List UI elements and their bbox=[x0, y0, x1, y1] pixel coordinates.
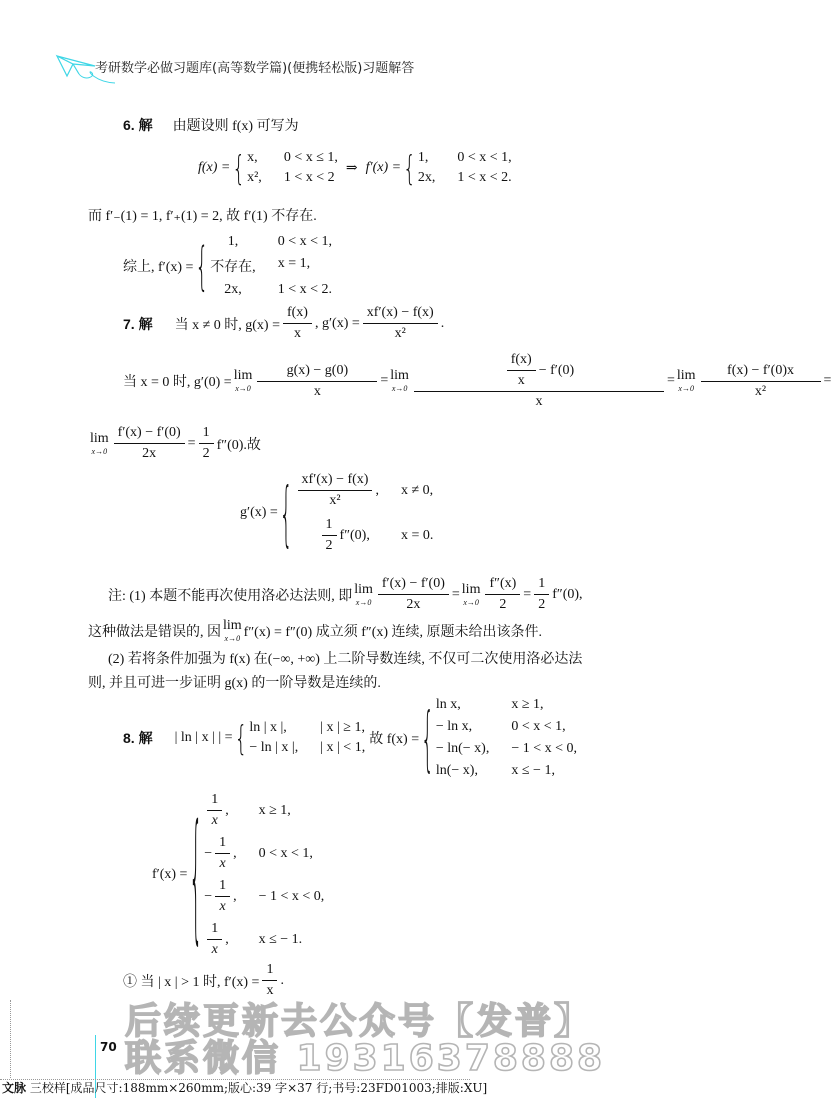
denominator: x² bbox=[394, 326, 406, 341]
numerator: 1 bbox=[207, 792, 222, 811]
case-cond: 1 < x < 2. bbox=[277, 282, 332, 297]
limit bbox=[223, 619, 242, 643]
fraction bbox=[199, 425, 214, 462]
fraction bbox=[363, 305, 438, 342]
fraction bbox=[378, 576, 449, 613]
case-cond: | x | < 1, bbox=[320, 740, 366, 755]
problem-label: 6. 解 bbox=[123, 117, 153, 133]
numerator-rest: − f′(0) bbox=[538, 362, 575, 378]
fraction bbox=[114, 425, 185, 462]
case-expr: 2x, bbox=[417, 170, 436, 185]
case-expr bbox=[295, 472, 379, 509]
numerator: 1 bbox=[262, 962, 277, 981]
brace-icon: { bbox=[234, 717, 248, 759]
case-expr: ln | x |, bbox=[249, 720, 287, 735]
numerator bbox=[414, 352, 664, 392]
denominator: x² bbox=[329, 493, 341, 508]
lim-text: lim bbox=[676, 368, 696, 383]
comma: , bbox=[375, 482, 379, 498]
denominator: x bbox=[313, 383, 321, 399]
case-cond: − 1 < x < 0, bbox=[258, 888, 325, 904]
denominator: 2 bbox=[202, 446, 210, 461]
equals: = bbox=[187, 435, 196, 451]
case-cond: 0 < x < 1, bbox=[511, 719, 566, 734]
case-cond: x ≥ 1, bbox=[258, 802, 291, 818]
abs-cases bbox=[249, 720, 365, 756]
lim-text: lim bbox=[354, 581, 373, 597]
limit bbox=[90, 432, 109, 456]
equals: = bbox=[380, 373, 389, 388]
fraction bbox=[215, 878, 230, 915]
case-expr: x, bbox=[247, 150, 258, 165]
problem-8-line1 bbox=[123, 697, 577, 779]
lim-text: lim bbox=[390, 368, 409, 383]
lim-sub: x→0 bbox=[391, 384, 408, 393]
note-p2-line1: (2) 若将条件加强为 f(x) 在(−∞, +∞) 上二阶导数连续, 不仅可二次使用洛必达法 bbox=[108, 652, 583, 667]
brace-icon: { bbox=[421, 696, 434, 780]
gp-lhs: g′(x) = bbox=[240, 505, 278, 520]
summary-cases bbox=[210, 234, 332, 298]
lim-sub: x→0 bbox=[224, 634, 241, 643]
denominator: x bbox=[266, 983, 274, 998]
tail-text: f″(0).故 bbox=[216, 437, 261, 453]
denominator: x² bbox=[754, 383, 767, 399]
fraction bbox=[262, 962, 277, 999]
equals: = bbox=[823, 373, 831, 388]
brace-icon: { bbox=[189, 791, 203, 959]
case-cond: − 1 < x < 0, bbox=[511, 741, 578, 756]
limit bbox=[354, 583, 373, 607]
denominator: x bbox=[293, 326, 301, 341]
denominator: x bbox=[535, 394, 543, 409]
case-expr: 1, bbox=[417, 150, 429, 165]
note-line1 bbox=[108, 576, 583, 613]
cond-text: 当 x ≠ 0 时, g(x) = bbox=[174, 317, 280, 333]
denominator: x bbox=[211, 942, 218, 957]
tail-text: f″(0), bbox=[552, 586, 583, 602]
fraction bbox=[215, 835, 230, 872]
numerator: f″(x) bbox=[485, 576, 520, 595]
comma: , bbox=[233, 888, 237, 904]
numerator: xf′(x) − f(x) bbox=[298, 472, 373, 491]
inner-fraction bbox=[507, 352, 536, 389]
denominator: 2 bbox=[538, 597, 546, 612]
equals: = bbox=[523, 586, 532, 602]
so-text: 故 f(x) = bbox=[369, 732, 420, 747]
limit bbox=[462, 583, 481, 607]
case-cond: | x | ≥ 1, bbox=[320, 720, 365, 735]
numerator: f(x) − f′(0)x bbox=[701, 363, 821, 382]
abs-lhs: | ln | x | | = bbox=[174, 730, 233, 745]
crop-mark bbox=[0, 1079, 470, 1080]
numerator: 1 bbox=[215, 878, 230, 897]
case-expr-tail: f″(0), bbox=[339, 527, 370, 543]
case-cond: x ≠ 0, bbox=[400, 482, 434, 498]
item-1 bbox=[123, 962, 284, 999]
lim-text: lim bbox=[90, 430, 109, 446]
denominator: 2x bbox=[142, 446, 157, 461]
fraction bbox=[534, 576, 549, 613]
lim-text: lim bbox=[223, 618, 242, 633]
case-expr: − ln | x |, bbox=[249, 740, 299, 755]
numerator: g(x) − g(0) bbox=[257, 363, 377, 382]
numerator: f′(x) − f′(0) bbox=[114, 425, 185, 444]
denominator: 2x bbox=[406, 597, 421, 612]
denominator: 2 bbox=[499, 597, 507, 612]
case-expr: 1, bbox=[227, 234, 239, 249]
footer bbox=[2, 1081, 487, 1096]
case-cond: x = 0. bbox=[400, 527, 434, 543]
fraction bbox=[257, 363, 377, 400]
case-expr bbox=[295, 517, 379, 554]
case-expr: 2x, bbox=[224, 282, 242, 297]
brace-icon: { bbox=[279, 471, 293, 555]
lim-sub: x→0 bbox=[91, 446, 108, 456]
case-cond: 1 < x < 2 bbox=[283, 170, 335, 185]
case-expr: x², bbox=[247, 170, 262, 185]
summary-piecewise bbox=[123, 234, 332, 298]
case-expr: − ln x, bbox=[435, 719, 473, 734]
case-cond: 0 < x < 1, bbox=[277, 234, 332, 249]
f-lhs: f(x) = bbox=[198, 160, 231, 175]
fraction bbox=[414, 352, 664, 410]
case-expr bbox=[204, 792, 236, 829]
fp-lhs: f′(x) = bbox=[365, 160, 402, 175]
watermark-line1: 后续更新去公众号【发普】 bbox=[125, 1001, 594, 1042]
numerator: f′(x) − f′(0) bbox=[378, 576, 449, 595]
separator: , g′(x) = bbox=[314, 315, 360, 331]
footer-brand: 文脉 bbox=[2, 1081, 27, 1095]
note-text: f″(x) = f″(0) 成立须 f″(x) 连续, 原题未给出该条件. bbox=[243, 625, 543, 640]
numerator: f(x) bbox=[507, 352, 536, 371]
note-text: 注: (1) 本题不能再次使用洛必达法则, 即 bbox=[108, 588, 353, 604]
problem-7-line2 bbox=[123, 352, 831, 410]
case-expr bbox=[204, 921, 236, 958]
footer-info: 三校样[成品尺寸:188mm×260mm;版心:39 字×37 行;书号:23FD01003;排版:XU] bbox=[29, 1081, 488, 1095]
case-cond: x = 1, bbox=[277, 256, 311, 271]
limit bbox=[677, 369, 696, 393]
crop-mark bbox=[10, 1000, 11, 1078]
case-expr: ln(− x), bbox=[435, 763, 478, 778]
period: . bbox=[440, 315, 445, 331]
case-expr: 不存在, bbox=[210, 260, 256, 275]
f-cases bbox=[436, 697, 577, 779]
numerator: 1 bbox=[534, 576, 549, 595]
f-cases bbox=[247, 150, 338, 186]
denominator: 2 bbox=[325, 538, 333, 553]
problem-label: 8. 解 bbox=[123, 730, 153, 746]
case-expr: ln x, bbox=[435, 697, 461, 712]
fp-lhs: f′(x) = bbox=[152, 867, 188, 882]
running-header: 考研数学必做习题库(高等数学篇)(便携轻松版)习题解答 bbox=[95, 61, 415, 76]
brace-icon: { bbox=[403, 147, 416, 189]
numerator: f(x) bbox=[283, 305, 312, 324]
lim-sub: x→0 bbox=[235, 384, 251, 393]
case-cond: x ≤ − 1, bbox=[511, 763, 555, 778]
brace-icon: { bbox=[195, 234, 209, 298]
fp-cases bbox=[418, 150, 512, 186]
problem-6-intro bbox=[123, 115, 299, 135]
numerator: 1 bbox=[322, 517, 337, 536]
case-cond: x ≥ 1, bbox=[511, 697, 544, 712]
implies-arrow: ⇒ bbox=[345, 160, 358, 176]
intro-text: 由题设则 f(x) 可写为 bbox=[172, 119, 299, 134]
denominator: x bbox=[517, 373, 525, 388]
fraction bbox=[701, 363, 821, 400]
comma: , bbox=[233, 845, 237, 861]
limit bbox=[390, 369, 409, 393]
numerator: 1 bbox=[199, 425, 214, 444]
summary-lhs: 综上, f′(x) = bbox=[123, 260, 194, 275]
fraction bbox=[322, 517, 337, 554]
fp-cases bbox=[204, 792, 324, 958]
lim-sub: x→0 bbox=[678, 384, 694, 393]
lim-text: lim bbox=[233, 368, 253, 383]
case-cond: x ≤ − 1. bbox=[258, 931, 303, 947]
lim-sub: x→0 bbox=[463, 597, 479, 607]
lim-text: lim bbox=[461, 581, 481, 597]
note-line2 bbox=[88, 619, 542, 643]
numerator: xf′(x) − f(x) bbox=[363, 305, 438, 324]
gp-cases bbox=[295, 472, 434, 554]
case-expr: − ln(− x), bbox=[435, 741, 490, 756]
gprime-piecewise bbox=[240, 472, 433, 554]
sign: − bbox=[204, 888, 213, 904]
denominator: x bbox=[219, 856, 226, 871]
case-expr bbox=[204, 835, 236, 872]
limit bbox=[234, 369, 253, 393]
fraction bbox=[283, 305, 312, 342]
numerator: 1 bbox=[207, 921, 222, 940]
brace-icon: { bbox=[232, 147, 246, 189]
comma: , bbox=[225, 931, 229, 947]
line-start: 当 x = 0 时, g′(0) = bbox=[123, 375, 232, 390]
comma: , bbox=[225, 802, 229, 818]
fraction bbox=[207, 792, 222, 829]
case-cond: 0 < x < 1, bbox=[457, 150, 512, 165]
piecewise-f bbox=[198, 147, 512, 189]
fraction bbox=[298, 472, 373, 509]
note-p2-line2: 则, 并且可进一步证明 g(x) 的一阶导数是连续的. bbox=[88, 676, 381, 691]
sign: − bbox=[204, 845, 213, 861]
case-expr bbox=[204, 878, 236, 915]
equals: = bbox=[451, 586, 460, 602]
period: . bbox=[280, 972, 284, 988]
page-number: 70 bbox=[100, 1040, 117, 1054]
case-cond: 1 < x < 2. bbox=[457, 170, 512, 185]
problem-7-line1 bbox=[123, 305, 444, 342]
problem-7-line3 bbox=[88, 425, 261, 462]
denominator: x bbox=[219, 899, 226, 914]
fraction bbox=[207, 921, 222, 958]
equals: = bbox=[666, 373, 675, 388]
numerator: 1 bbox=[215, 835, 230, 854]
fprime-piecewise bbox=[152, 792, 324, 958]
case-cond: 0 < x ≤ 1, bbox=[283, 150, 338, 165]
one-sided-derivatives: 而 f′₋(1) = 1, f′₊(1) = 2, 故 f′(1) 不存在. bbox=[88, 209, 317, 224]
case-cond: 0 < x < 1, bbox=[258, 845, 313, 861]
problem-label: 7. 解 bbox=[123, 315, 153, 332]
watermark-line2: 联系微信 19316378888 bbox=[125, 1038, 606, 1079]
item-text: ① 当 | x | > 1 时, f′(x) = bbox=[123, 974, 260, 990]
note-text: 这种做法是错误的, 因 bbox=[88, 625, 221, 640]
lim-sub: x→0 bbox=[355, 597, 372, 607]
denominator: x bbox=[211, 813, 218, 828]
fraction bbox=[485, 576, 520, 613]
